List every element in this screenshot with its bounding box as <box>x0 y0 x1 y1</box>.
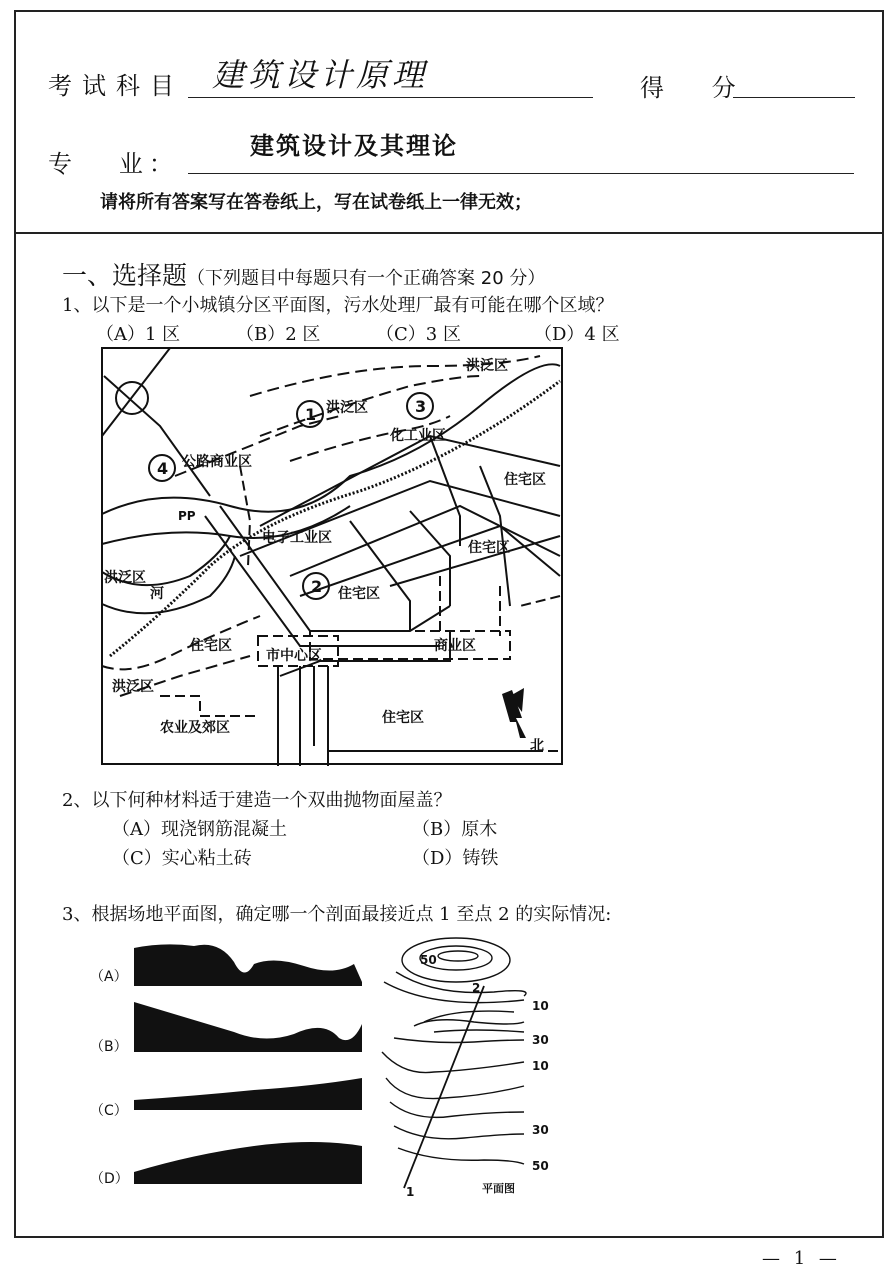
section-profile-d <box>134 1142 362 1184</box>
town-zoning-map <box>100 346 566 768</box>
major-value: 建筑设计及其理论 <box>250 131 458 160</box>
map-label-flood-w: 洪泛区 <box>104 570 146 586</box>
q1-option-d: （D）4 区 <box>534 324 620 345</box>
contour-label-50-b: 50 <box>532 1159 549 1173</box>
contour-plan <box>374 926 574 1200</box>
map-label-river: 河 <box>150 586 164 602</box>
question-1: 1、以下是一个小城镇分区平面图，污水处理厂最有可能在哪个区域？ <box>62 295 614 316</box>
q2-option-b: （B）原木 <box>412 819 498 840</box>
contour-label-10-b: 10 <box>532 1059 549 1073</box>
contour-point-2: 2 <box>472 981 481 995</box>
major-underline <box>188 173 854 174</box>
contour-point-1: 1 <box>406 1185 415 1199</box>
q2-option-a: （A）现浇钢筋混凝土 <box>112 819 287 840</box>
q1-option-b: （B）2 区 <box>236 324 321 345</box>
section-profile-c <box>134 1078 362 1110</box>
q1-option-c: （C）3 区 <box>376 324 461 345</box>
map-zone-2: 2 <box>311 577 323 596</box>
map-label-pp: PP <box>178 509 196 523</box>
plan-label: 平面图 <box>482 1182 515 1195</box>
page-number: — 1 — <box>762 1248 841 1269</box>
header-divider <box>14 232 884 234</box>
map-label-res-2: 住宅区 <box>338 586 380 602</box>
map-label-flood-top: 洪泛区 <box>466 358 508 374</box>
section-title-text: 一、选择题 <box>62 261 188 290</box>
contour-label-50-top: 50 <box>420 953 437 967</box>
major-label: 专 业： <box>48 150 179 178</box>
map-label-electronic: 电子工业区 <box>262 530 332 546</box>
map-label-res-ne: 住宅区 <box>504 472 546 488</box>
score-underline <box>733 97 855 98</box>
contour-label-30-a: 30 <box>532 1033 549 1047</box>
map-zone-4: 4 <box>157 459 169 478</box>
subject-value: 建筑设计原理 <box>212 56 429 94</box>
section-label-d: （D） <box>90 1171 129 1187</box>
section-profiles <box>134 940 364 1188</box>
map-label-chem: 化工业区 <box>390 428 446 444</box>
section-subtitle: （下列题目中每题只有一个正确答案 20 分） <box>187 268 546 289</box>
section-label-a: （A） <box>90 969 128 985</box>
subject-label: 考试科目 <box>48 72 184 100</box>
map-label-flood-sw: 洪泛区 <box>112 679 154 695</box>
section-profile-a <box>134 944 362 986</box>
contour-label-30-b: 30 <box>532 1123 549 1137</box>
map-label-flood-1: 洪泛区 <box>326 400 368 416</box>
map-label-res-s: 住宅区 <box>382 710 424 726</box>
q2-option-c: （C）实心粘土砖 <box>112 848 252 869</box>
map-label-center: 市中心区 <box>266 648 322 664</box>
map-label-res-sw: 住宅区 <box>190 638 232 654</box>
map-label-north: 北 <box>530 738 544 754</box>
question-3: 3、根据场地平面图，确定哪一个剖面最接近点 1 至点 2 的实际情况: <box>62 904 612 925</box>
section-label-c: （C） <box>90 1103 128 1119</box>
map-zone-3: 3 <box>415 397 427 416</box>
question-2: 2、以下何种材料适于建造一个双曲抛物面屋盖？ <box>62 790 452 811</box>
answer-notice: 请将所有答案写在答卷纸上，写在试卷纸上一律无效； <box>100 192 532 213</box>
q2-option-d: （D）铸铁 <box>412 848 499 869</box>
section-profile-b <box>134 1002 362 1052</box>
map-label-res-e: 住宅区 <box>468 540 510 556</box>
section-label-b: （B） <box>90 1039 128 1055</box>
map-label-road-comm: 公路商业区 <box>182 454 252 470</box>
subject-underline <box>188 97 593 98</box>
map-label-commerce: 商业区 <box>434 638 476 654</box>
section-title <box>62 256 545 292</box>
q1-option-a: （A）1 区 <box>96 324 181 345</box>
map-zone-1: 1 <box>305 405 317 424</box>
map-label-agri: 农业及郊区 <box>160 720 230 736</box>
score-label: 得 分 <box>640 74 756 102</box>
contour-label-10-a: 10 <box>532 999 549 1013</box>
